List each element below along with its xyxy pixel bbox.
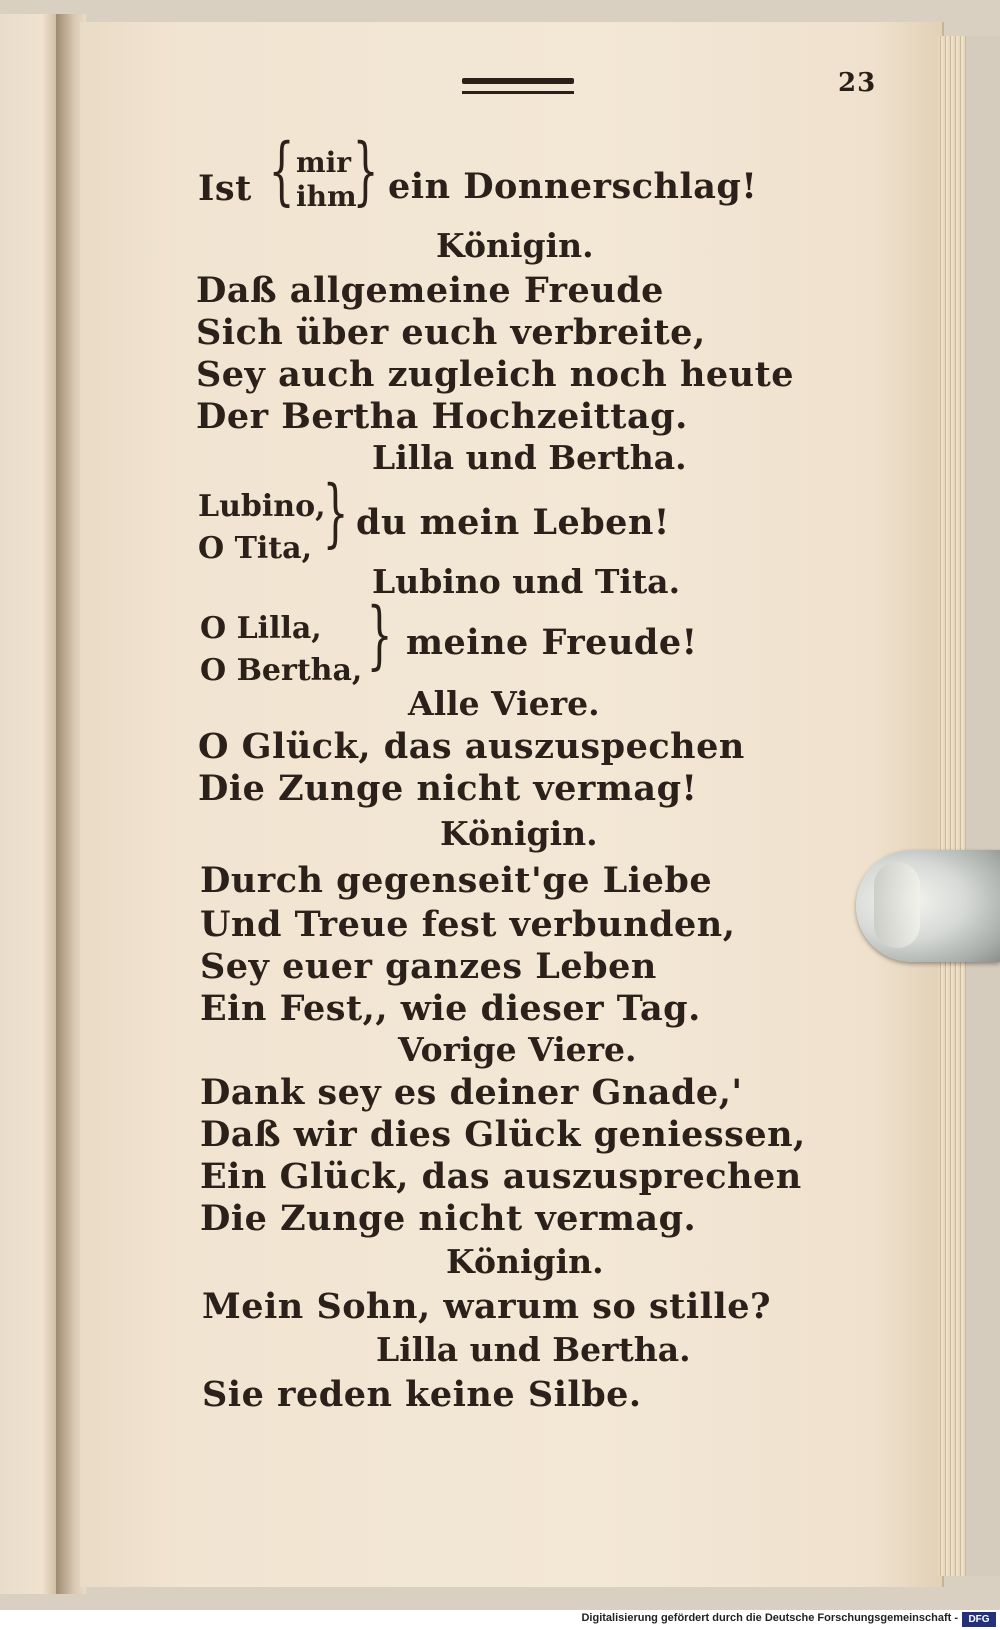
verse-line: Ein Fest,, wie dieser Tag.: [200, 988, 701, 1029]
speaker-label: Lilla und Bertha.: [376, 1330, 691, 1369]
speaker-label: Alle Viere.: [408, 684, 600, 723]
verse-line: Ein Glück, das auszusprechen: [200, 1156, 802, 1197]
speaker-label: Königin.: [446, 1242, 604, 1281]
brace-close: }: [322, 470, 349, 556]
verse-line: Durch gegenseit'ge Liebe: [200, 860, 713, 901]
variant-top: mir: [296, 146, 352, 179]
address-bottom: O Bertha,: [200, 653, 363, 688]
verse-line: Sey auch zugleich noch heute: [196, 354, 795, 395]
verse-line: Die Zunge nicht vermag!: [198, 768, 698, 809]
address-top: O Lilla,: [200, 611, 322, 646]
brace-open: {: [268, 128, 295, 214]
verse-line: Dank sey es deiner Gnade,': [200, 1072, 743, 1113]
verse-line: meine Freude!: [406, 622, 698, 663]
address-stack: [198, 486, 326, 570]
footer-bar: [0, 1610, 1000, 1630]
speaker-label: Königin.: [440, 814, 598, 853]
speaker-label: Lubino und Tita.: [372, 562, 681, 601]
variant-bottom: ihm: [296, 180, 357, 213]
speaker-label: Königin.: [436, 226, 594, 265]
brace-close: }: [366, 592, 393, 678]
speaker-label: Vorige Viere.: [398, 1030, 637, 1069]
variant-stack: [296, 146, 357, 214]
verse-line: O Glück, das auszuspechen: [198, 726, 745, 767]
address-bottom: O Tita,: [198, 531, 313, 566]
verse-line: Sich über euch verbreite,: [196, 312, 706, 353]
page-clip: [856, 850, 1000, 962]
verse-line: du mein Leben!: [356, 502, 670, 543]
verse-line: Der Bertha Hochzeittag.: [196, 396, 688, 437]
brace-close: }: [352, 128, 379, 214]
footer-credit: Digitalisierung gefördert durch die Deutsche Forschungsgemeinschaft -: [581, 1612, 958, 1624]
verse-line: Die Zunge nicht vermag.: [200, 1198, 697, 1239]
page-number: 23: [838, 68, 877, 98]
address-stack: [200, 608, 362, 692]
verse-line: Und Treue fest verbunden,: [200, 904, 736, 945]
verse-line: Ist: [198, 168, 252, 209]
verse-line: Mein Sohn, warum so stille?: [202, 1286, 772, 1327]
clip-highlight: [874, 862, 920, 948]
verse-line: ein Donnerschlag!: [388, 166, 758, 207]
verse-line: Daß allgemeine Freude: [196, 270, 664, 311]
dfg-logo: DFG: [962, 1612, 996, 1627]
verse-line: Daß wir dies Glück geniessen,: [200, 1114, 806, 1155]
speaker-label: Lilla und Bertha.: [372, 438, 687, 477]
verse-line: Sey euer ganzes Leben: [200, 946, 657, 987]
verse-line: Sie reden keine Silbe.: [202, 1374, 642, 1415]
address-top: Lubino,: [198, 489, 326, 524]
